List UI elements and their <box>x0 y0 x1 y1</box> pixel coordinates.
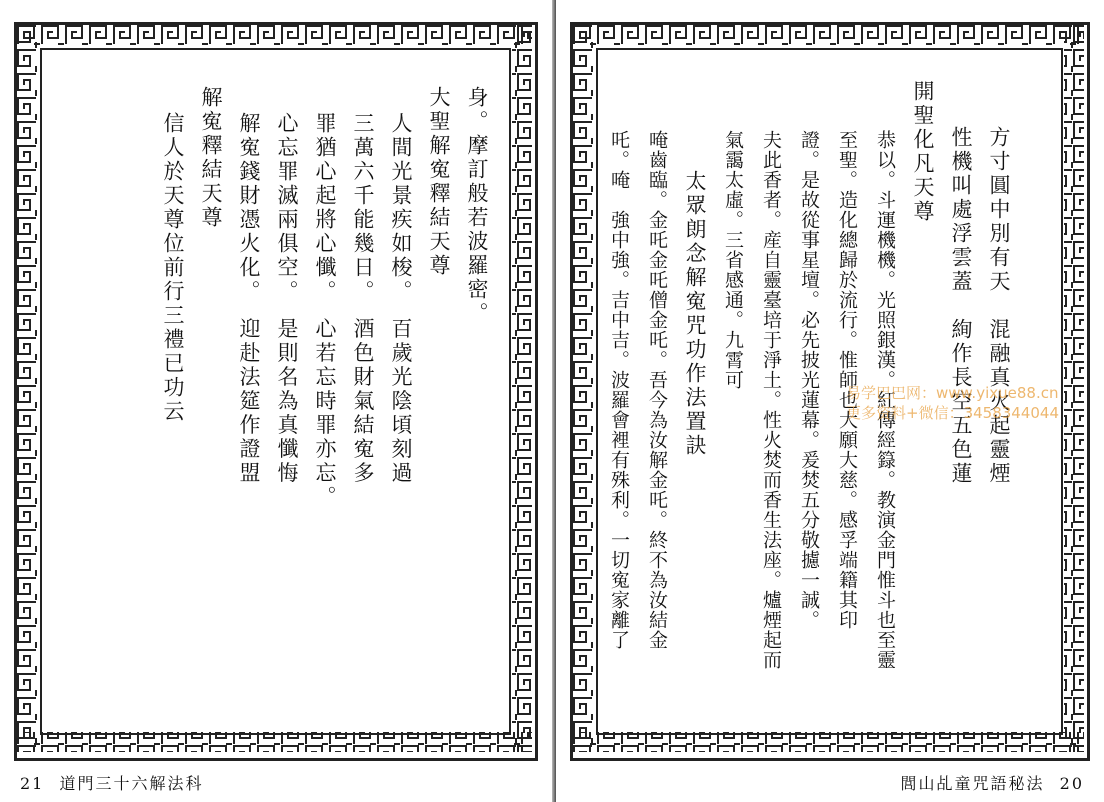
page-number: 21 <box>20 774 45 793</box>
text-column: 三萬六千能幾日。 酒色財氣結寃多 <box>351 112 375 486</box>
text-column: 恭以。斗運機機。光照銀漢。紅傳經籙。教演金門惟斗也至靈 <box>874 130 896 670</box>
text-column: 罪猶心起將心懺。 心若忘時罪亦忘。 <box>313 112 337 510</box>
text-column: 太眾朗念解寃咒功作法置訣 <box>683 170 707 458</box>
text-column: 夫此香者。産自靈臺培于淨土。性火焚而香生法座。爐煙起而 <box>760 130 782 670</box>
text-column: 解寃釋結天尊 <box>199 86 223 230</box>
page-number: 20 <box>1059 774 1084 793</box>
watermark-line-2: 更多资料+微信：3458344044 <box>846 404 1060 422</box>
text-column: 方寸圓中別有天 混融真火起靈煙 <box>987 126 1011 486</box>
text-column: 身。摩訂般若波羅密。 <box>465 86 489 326</box>
running-title: 閭山乩童咒語秘法 <box>900 774 1045 793</box>
text-column: 至聖。造化總歸於流行。惟師也大願大慈。感孚端籍其印 <box>836 130 858 630</box>
right-footer <box>901 771 1084 794</box>
text-column: 大聖解寃釋結天尊 <box>427 86 451 278</box>
text-column: 性機叫處浮雲蓋 絢作長空五色蓮 <box>949 126 973 486</box>
text-column: 開聖化凡天尊 <box>911 80 935 224</box>
watermark-line-1: 易学巴巴网：www.yixue88.cn <box>846 384 1059 402</box>
text-column: 心忘罪滅兩俱空。 是則名為真懺悔 <box>275 112 299 486</box>
text-column: 證。是故從事星壇。必先披光蓮幕。爰焚五分敬攄一誠。 <box>798 130 820 630</box>
text-column: 解寃錢財憑火化。 迎赴法筵作證盟 <box>237 112 261 486</box>
text-column: 唵齒臨。金吒金吒僧金吒。吾今為汝解金吒。終不為汝結金 <box>646 130 668 650</box>
text-column: 人間光景疾如梭。 百歲光陰頃刻過 <box>389 112 413 486</box>
running-title: 道門三十六解法科 <box>59 774 204 793</box>
watermark <box>846 383 1059 423</box>
text-column: 信人於天尊位前行三禮已功云 <box>161 112 185 424</box>
text-column: 氣靄太虛。三省感通。九霄可 <box>722 130 744 390</box>
left-footer <box>20 771 203 794</box>
text-column: 吒。唵 強中強。吉中吉。波羅會裡有殊利。一切寃家離了 <box>608 130 630 650</box>
